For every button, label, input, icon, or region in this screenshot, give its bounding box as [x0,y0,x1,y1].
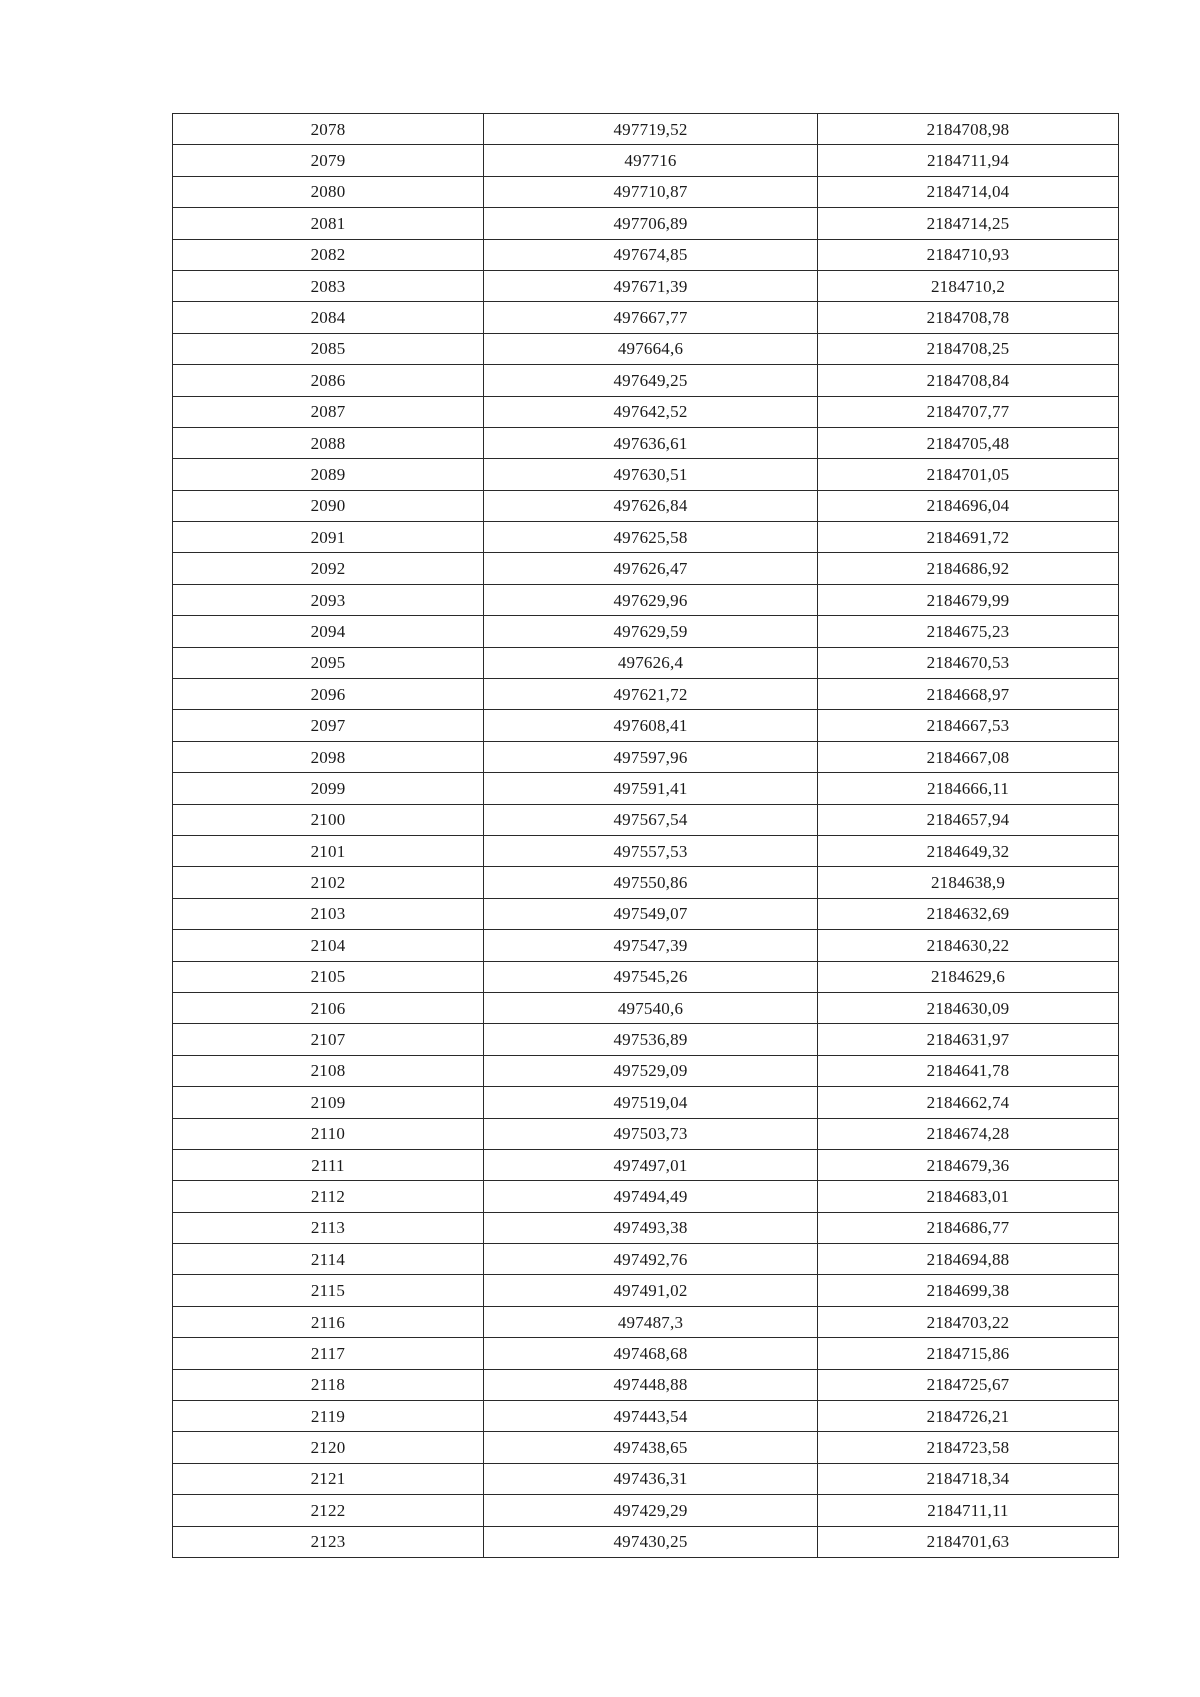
point-number-cell: 2083 [173,270,484,301]
table-row [173,270,1119,301]
point-number-cell: 2119 [173,1401,484,1432]
point-number-cell: 2117 [173,1338,484,1369]
point-number-cell: 2078 [173,114,484,145]
x-coordinate-cell: 497493,38 [484,1212,818,1243]
point-number-cell: 2110 [173,1118,484,1149]
x-coordinate-cell: 497664,6 [484,333,818,364]
x-coordinate-cell: 497621,72 [484,679,818,710]
table-row [173,616,1119,647]
table-row [173,930,1119,961]
table-row [173,835,1119,866]
x-coordinate-cell: 497629,59 [484,616,818,647]
x-coordinate-cell: 497649,25 [484,365,818,396]
y-coordinate-cell: 2184649,32 [818,835,1119,866]
table-row [173,773,1119,804]
point-number-cell: 2096 [173,679,484,710]
y-coordinate-cell: 2184701,63 [818,1526,1119,1557]
y-coordinate-cell: 2184726,21 [818,1401,1119,1432]
x-coordinate-cell: 497608,41 [484,710,818,741]
x-coordinate-cell: 497547,39 [484,930,818,961]
point-number-cell: 2113 [173,1212,484,1243]
y-coordinate-cell: 2184629,6 [818,961,1119,992]
x-coordinate-cell: 497545,26 [484,961,818,992]
table-row [173,302,1119,333]
y-coordinate-cell: 2184630,22 [818,930,1119,961]
x-coordinate-cell: 497597,96 [484,741,818,772]
table-row [173,1463,1119,1494]
table-row [173,1306,1119,1337]
point-number-cell: 2104 [173,930,484,961]
table-row [173,1401,1119,1432]
point-number-cell: 2121 [173,1463,484,1494]
table-row [173,522,1119,553]
y-coordinate-cell: 2184699,38 [818,1275,1119,1306]
table-row [173,804,1119,835]
table-row [173,114,1119,145]
table-row [173,1181,1119,1212]
x-coordinate-cell: 497468,68 [484,1338,818,1369]
point-number-cell: 2091 [173,522,484,553]
x-coordinate-cell: 497667,77 [484,302,818,333]
x-coordinate-cell: 497443,54 [484,1401,818,1432]
y-coordinate-cell: 2184662,74 [818,1087,1119,1118]
x-coordinate-cell: 497448,88 [484,1369,818,1400]
table-row [173,992,1119,1023]
x-coordinate-cell: 497436,31 [484,1463,818,1494]
y-coordinate-cell: 2184707,77 [818,396,1119,427]
table-row [173,1338,1119,1369]
point-number-cell: 2094 [173,616,484,647]
x-coordinate-cell: 497491,02 [484,1275,818,1306]
x-coordinate-cell: 497636,61 [484,427,818,458]
point-number-cell: 2081 [173,208,484,239]
table-row [173,459,1119,490]
table-row [173,1212,1119,1243]
x-coordinate-cell: 497497,01 [484,1149,818,1180]
y-coordinate-cell: 2184708,78 [818,302,1119,333]
point-number-cell: 2123 [173,1526,484,1557]
table-row [173,679,1119,710]
point-number-cell: 2102 [173,867,484,898]
point-number-cell: 2088 [173,427,484,458]
y-coordinate-cell: 2184694,88 [818,1244,1119,1275]
y-coordinate-cell: 2184686,92 [818,553,1119,584]
table-row [173,584,1119,615]
y-coordinate-cell: 2184718,34 [818,1463,1119,1494]
y-coordinate-cell: 2184630,09 [818,992,1119,1023]
y-coordinate-cell: 2184691,72 [818,522,1119,553]
y-coordinate-cell: 2184715,86 [818,1338,1119,1369]
point-number-cell: 2085 [173,333,484,364]
table-row [173,867,1119,898]
y-coordinate-cell: 2184714,25 [818,208,1119,239]
point-number-cell: 2118 [173,1369,484,1400]
table-row [173,710,1119,741]
table-row [173,898,1119,929]
point-number-cell: 2079 [173,145,484,176]
y-coordinate-cell: 2184667,08 [818,741,1119,772]
table-row [173,1024,1119,1055]
y-coordinate-cell: 2184696,04 [818,490,1119,521]
table-row [173,1087,1119,1118]
x-coordinate-cell: 497719,52 [484,114,818,145]
y-coordinate-cell: 2184723,58 [818,1432,1119,1463]
table-row [173,1495,1119,1526]
y-coordinate-cell: 2184705,48 [818,427,1119,458]
point-number-cell: 2087 [173,396,484,427]
point-number-cell: 2101 [173,835,484,866]
point-number-cell: 2097 [173,710,484,741]
y-coordinate-cell: 2184725,67 [818,1369,1119,1400]
y-coordinate-cell: 2184668,97 [818,679,1119,710]
x-coordinate-cell: 497550,86 [484,867,818,898]
table-row [173,333,1119,364]
x-coordinate-cell: 497567,54 [484,804,818,835]
x-coordinate-cell: 497671,39 [484,270,818,301]
table-row [173,647,1119,678]
y-coordinate-cell: 2184703,22 [818,1306,1119,1337]
x-coordinate-cell: 497642,52 [484,396,818,427]
point-number-cell: 2115 [173,1275,484,1306]
x-coordinate-cell: 497626,4 [484,647,818,678]
y-coordinate-cell: 2184638,9 [818,867,1119,898]
point-number-cell: 2122 [173,1495,484,1526]
x-coordinate-cell: 497503,73 [484,1118,818,1149]
x-coordinate-cell: 497710,87 [484,176,818,207]
point-number-cell: 2116 [173,1306,484,1337]
y-coordinate-cell: 2184686,77 [818,1212,1119,1243]
point-number-cell: 2090 [173,490,484,521]
point-number-cell: 2106 [173,992,484,1023]
y-coordinate-cell: 2184675,23 [818,616,1119,647]
point-number-cell: 2086 [173,365,484,396]
y-coordinate-cell: 2184670,53 [818,647,1119,678]
point-number-cell: 2108 [173,1055,484,1086]
y-coordinate-cell: 2184667,53 [818,710,1119,741]
table-row [173,427,1119,458]
x-coordinate-cell: 497591,41 [484,773,818,804]
x-coordinate-cell: 497549,07 [484,898,818,929]
coordinates-table-body [173,114,1119,1558]
table-row [173,553,1119,584]
x-coordinate-cell: 497430,25 [484,1526,818,1557]
point-number-cell: 2100 [173,804,484,835]
x-coordinate-cell: 497557,53 [484,835,818,866]
x-coordinate-cell: 497630,51 [484,459,818,490]
point-number-cell: 2109 [173,1087,484,1118]
coordinates-table [172,113,1119,1558]
point-number-cell: 2114 [173,1244,484,1275]
point-number-cell: 2084 [173,302,484,333]
point-number-cell: 2092 [173,553,484,584]
y-coordinate-cell: 2184708,84 [818,365,1119,396]
y-coordinate-cell: 2184714,04 [818,176,1119,207]
point-number-cell: 2107 [173,1024,484,1055]
point-number-cell: 2112 [173,1181,484,1212]
y-coordinate-cell: 2184632,69 [818,898,1119,929]
x-coordinate-cell: 497492,76 [484,1244,818,1275]
point-number-cell: 2093 [173,584,484,615]
table-row [173,365,1119,396]
point-number-cell: 2082 [173,239,484,270]
table-row [173,1526,1119,1557]
point-number-cell: 2080 [173,176,484,207]
table-row [173,1369,1119,1400]
y-coordinate-cell: 2184683,01 [818,1181,1119,1212]
table-row [173,1149,1119,1180]
x-coordinate-cell: 497625,58 [484,522,818,553]
y-coordinate-cell: 2184711,11 [818,1495,1119,1526]
x-coordinate-cell: 497536,89 [484,1024,818,1055]
point-number-cell: 2098 [173,741,484,772]
x-coordinate-cell: 497429,29 [484,1495,818,1526]
table-row [173,239,1119,270]
x-coordinate-cell: 497529,09 [484,1055,818,1086]
point-number-cell: 2111 [173,1149,484,1180]
table-row [173,176,1119,207]
x-coordinate-cell: 497716 [484,145,818,176]
x-coordinate-cell: 497494,49 [484,1181,818,1212]
table-row [173,1432,1119,1463]
table-row [173,1244,1119,1275]
y-coordinate-cell: 2184674,28 [818,1118,1119,1149]
x-coordinate-cell: 497438,65 [484,1432,818,1463]
y-coordinate-cell: 2184708,25 [818,333,1119,364]
y-coordinate-cell: 2184657,94 [818,804,1119,835]
x-coordinate-cell: 497487,3 [484,1306,818,1337]
x-coordinate-cell: 497706,89 [484,208,818,239]
y-coordinate-cell: 2184631,97 [818,1024,1119,1055]
point-number-cell: 2089 [173,459,484,490]
y-coordinate-cell: 2184679,36 [818,1149,1119,1180]
y-coordinate-cell: 2184701,05 [818,459,1119,490]
point-number-cell: 2103 [173,898,484,929]
y-coordinate-cell: 2184710,2 [818,270,1119,301]
x-coordinate-cell: 497519,04 [484,1087,818,1118]
y-coordinate-cell: 2184679,99 [818,584,1119,615]
table-row [173,208,1119,239]
x-coordinate-cell: 497674,85 [484,239,818,270]
x-coordinate-cell: 497626,84 [484,490,818,521]
table-row [173,490,1119,521]
point-number-cell: 2105 [173,961,484,992]
x-coordinate-cell: 497540,6 [484,992,818,1023]
x-coordinate-cell: 497629,96 [484,584,818,615]
point-number-cell: 2099 [173,773,484,804]
y-coordinate-cell: 2184708,98 [818,114,1119,145]
point-number-cell: 2095 [173,647,484,678]
table-row [173,1118,1119,1149]
table-row [173,741,1119,772]
y-coordinate-cell: 2184666,11 [818,773,1119,804]
table-row [173,396,1119,427]
y-coordinate-cell: 2184710,93 [818,239,1119,270]
x-coordinate-cell: 497626,47 [484,553,818,584]
point-number-cell: 2120 [173,1432,484,1463]
table-row [173,961,1119,992]
table-row [173,145,1119,176]
y-coordinate-cell: 2184711,94 [818,145,1119,176]
table-row [173,1055,1119,1086]
table-row [173,1275,1119,1306]
y-coordinate-cell: 2184641,78 [818,1055,1119,1086]
